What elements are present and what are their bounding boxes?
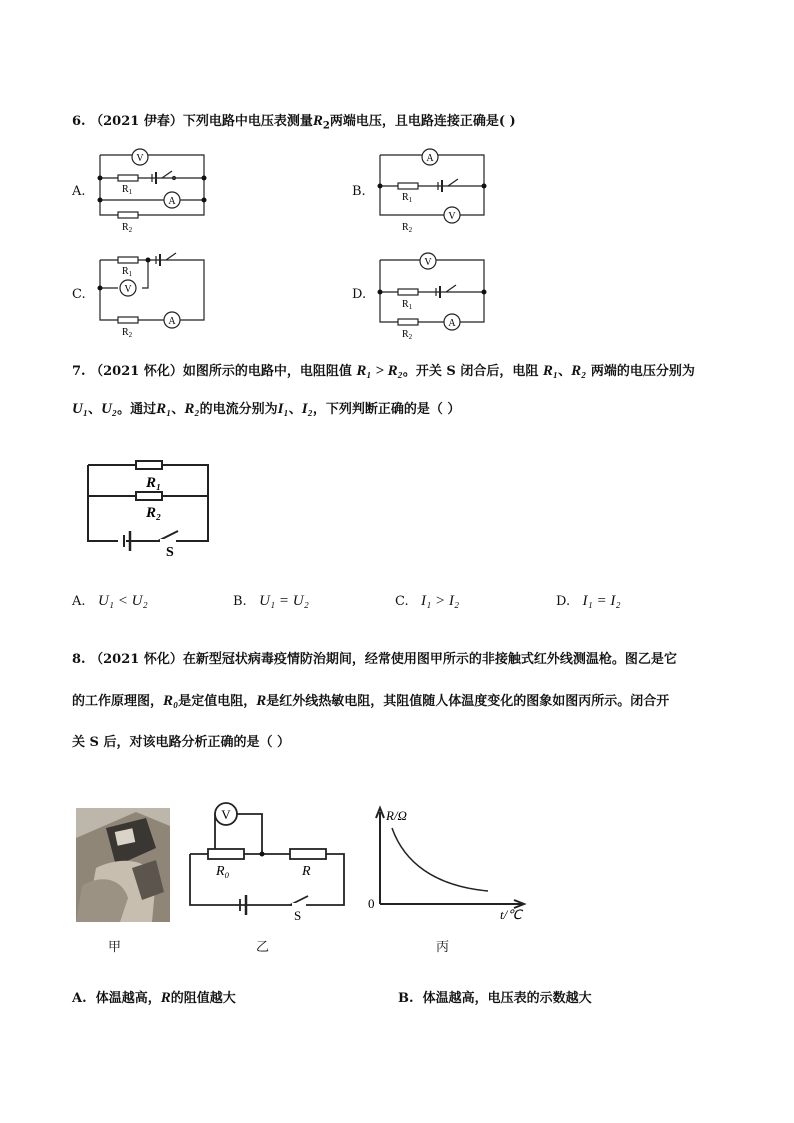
q8-graph-origin: 0 (368, 896, 375, 911)
q7-circuit (80, 455, 220, 565)
q8-choice-a-text2: 的阻值越大 (170, 991, 236, 1006)
q7-l2-m4: R₂ (184, 401, 200, 417)
q8-l1: 在新型冠状病毒疫情防治期间，经常使用图甲所示的非接触式红外线测温枪。图乙是它 (182, 652, 677, 667)
q8-choice-a-text: 体温越高， (95, 991, 161, 1006)
q7-l2a: 。通过 (117, 402, 157, 417)
q8-figure-label-bing: 丙 (436, 939, 450, 954)
q7-line2 (72, 398, 460, 418)
q8-circuit (184, 803, 354, 921)
q8-thermometer-gun-image (76, 808, 170, 922)
q6c-r1: $R_1$ (122, 266, 133, 278)
q7-choice-b-label: B. (233, 594, 247, 609)
q7-l2-sep: 、 (88, 402, 102, 417)
q8-rt-curve (392, 828, 488, 891)
q6-stem-b: 两端电压，且电路连接正确是( ) (329, 114, 516, 129)
q7-line1 (72, 360, 695, 380)
q7-choice-a-math: U₁ < U₂ (97, 593, 148, 609)
q8-choice-a-label: A. (72, 991, 87, 1006)
q7-choice-b-math: U₁ = U₂ (259, 593, 309, 609)
q6a-ammeter: A (168, 196, 176, 207)
q8-graph-ylabel: R/Ω (386, 808, 407, 823)
q6b-r1: $R_1$ (402, 192, 413, 204)
q7-r1-label: R₁ (146, 475, 162, 491)
q6b-r2: $R_2$ (402, 222, 413, 234)
q8-l2-r: R (256, 693, 267, 709)
q7-l1c: 两端的电压分别为 (590, 364, 695, 379)
q7-l2-m2: U₂ (101, 401, 118, 417)
q6-circuit-b (372, 148, 492, 238)
q7-choice-c-label: C. (395, 594, 409, 609)
q8-graph-xlabel: t/℃ (500, 907, 522, 922)
q6d-r2: $R_2$ (402, 329, 413, 341)
q6-option-a-label[interactable]: A. (72, 184, 86, 199)
q7-l2c: ，下列判断正确的是（ ） (312, 402, 461, 417)
q7-l1-sep: 、 (558, 364, 572, 379)
q6-stem-a: 下列电路中电压表测量 (182, 114, 313, 129)
q7-l1b: 。开关 S 闭合后，电阻 (402, 364, 539, 379)
q8-figure-label-jia: 甲 (108, 939, 122, 954)
q6-source: （2021 伊春） (90, 114, 183, 129)
q7-number: 7. (72, 364, 86, 379)
q6c-r2: $R_2$ (122, 327, 133, 339)
q7-l2-m3: R₁ (156, 401, 172, 417)
q6-option-c-label[interactable]: C. (72, 287, 86, 302)
q6-option-d-label[interactable]: D. (352, 287, 367, 302)
q7-choice-d[interactable] (556, 593, 621, 610)
q7-l2-sep2: 、 (171, 402, 185, 417)
q8-l2a: 的工作原理图， (72, 694, 164, 709)
q7-l2-m6: I₂ (301, 401, 313, 417)
q6-option-b-label[interactable]: B. (352, 184, 366, 199)
q8-l2b: 是定值电阻， (178, 694, 257, 709)
q7-choice-b[interactable] (233, 593, 309, 610)
q7-switch-label: S (166, 545, 174, 560)
q6c-ammeter: A (168, 316, 176, 327)
q8-l2c: 是红外线热敏电阻，其阻值随人体温度变化的图象如图丙所示。闭合开 (266, 694, 670, 709)
q7-l1-math2: R₁ (542, 363, 559, 379)
q8-figure-label-yi: 乙 (256, 939, 270, 954)
q8-voltmeter-label: V (221, 807, 231, 822)
q6b-ammeter: A (426, 153, 434, 164)
q8-number: 8. (72, 652, 86, 667)
q6b-voltmeter: V (448, 211, 456, 222)
q6-stem-sub: 2 (322, 120, 330, 132)
q8-line3: 关 S 后，对该电路分析正确的是（ ） (72, 735, 290, 750)
q6a-r1: $R_1$ (122, 184, 133, 196)
q7-l1-math: R₁ > R₂ (356, 363, 403, 379)
q6d-voltmeter: V (424, 257, 432, 268)
q6-circuit-a (92, 148, 212, 238)
q8-r-label: R (302, 864, 311, 879)
q6-circuit-c (92, 248, 212, 338)
q7-source: （2021 怀化） (90, 364, 183, 379)
q6-number: 6. (72, 114, 86, 129)
q8-choice-a[interactable] (72, 987, 236, 1007)
q7-choice-a-label: A. (72, 594, 86, 609)
q8-source: （2021 怀化） (90, 652, 183, 667)
q7-l2-m5: I₁ (277, 401, 289, 417)
q8-line1 (72, 648, 677, 667)
q6a-r2: $R_2$ (122, 222, 133, 234)
q7-l1-math3: R₂ (571, 363, 587, 379)
q7-choice-a[interactable] (72, 593, 148, 610)
q8-r0-label: R₀ (216, 864, 230, 879)
q7-choice-d-label: D. (556, 594, 571, 609)
q7-l2-sep3: 、 (288, 402, 302, 417)
q6d-ammeter: A (448, 318, 456, 329)
q7-r2-label: R₂ (146, 505, 162, 521)
q8-switch-label: S (294, 908, 302, 923)
q8-l2-r0: R₀ (163, 693, 179, 709)
q7-l2-m1: U₁ (72, 401, 89, 417)
q7-l2b: 的电流分别为 (199, 402, 278, 417)
q6-stem (72, 110, 516, 132)
q6a-voltmeter: V (136, 153, 144, 164)
q6-circuit-d (372, 248, 492, 341)
q7-choice-c-math: I₁ > I₂ (421, 593, 460, 609)
q8-choice-b-text: 体温越高，电压表的示数越大 (422, 991, 592, 1006)
q7-choice-c[interactable] (395, 593, 459, 610)
q7-l1a: 如图所示的电路中，电阻阻值 (182, 364, 352, 379)
q8-rt-graph (364, 800, 534, 922)
q6c-voltmeter: V (124, 284, 132, 295)
q8-choice-b-label: B. (398, 991, 414, 1006)
q8-line2 (72, 690, 669, 710)
q8-choice-b[interactable] (398, 987, 592, 1006)
q6d-r1: $R_1$ (402, 299, 413, 311)
q6-stem-var: R (312, 113, 323, 129)
q7-choice-d-math: I₁ = I₂ (582, 593, 621, 609)
q8-choice-a-var: R (160, 990, 171, 1006)
